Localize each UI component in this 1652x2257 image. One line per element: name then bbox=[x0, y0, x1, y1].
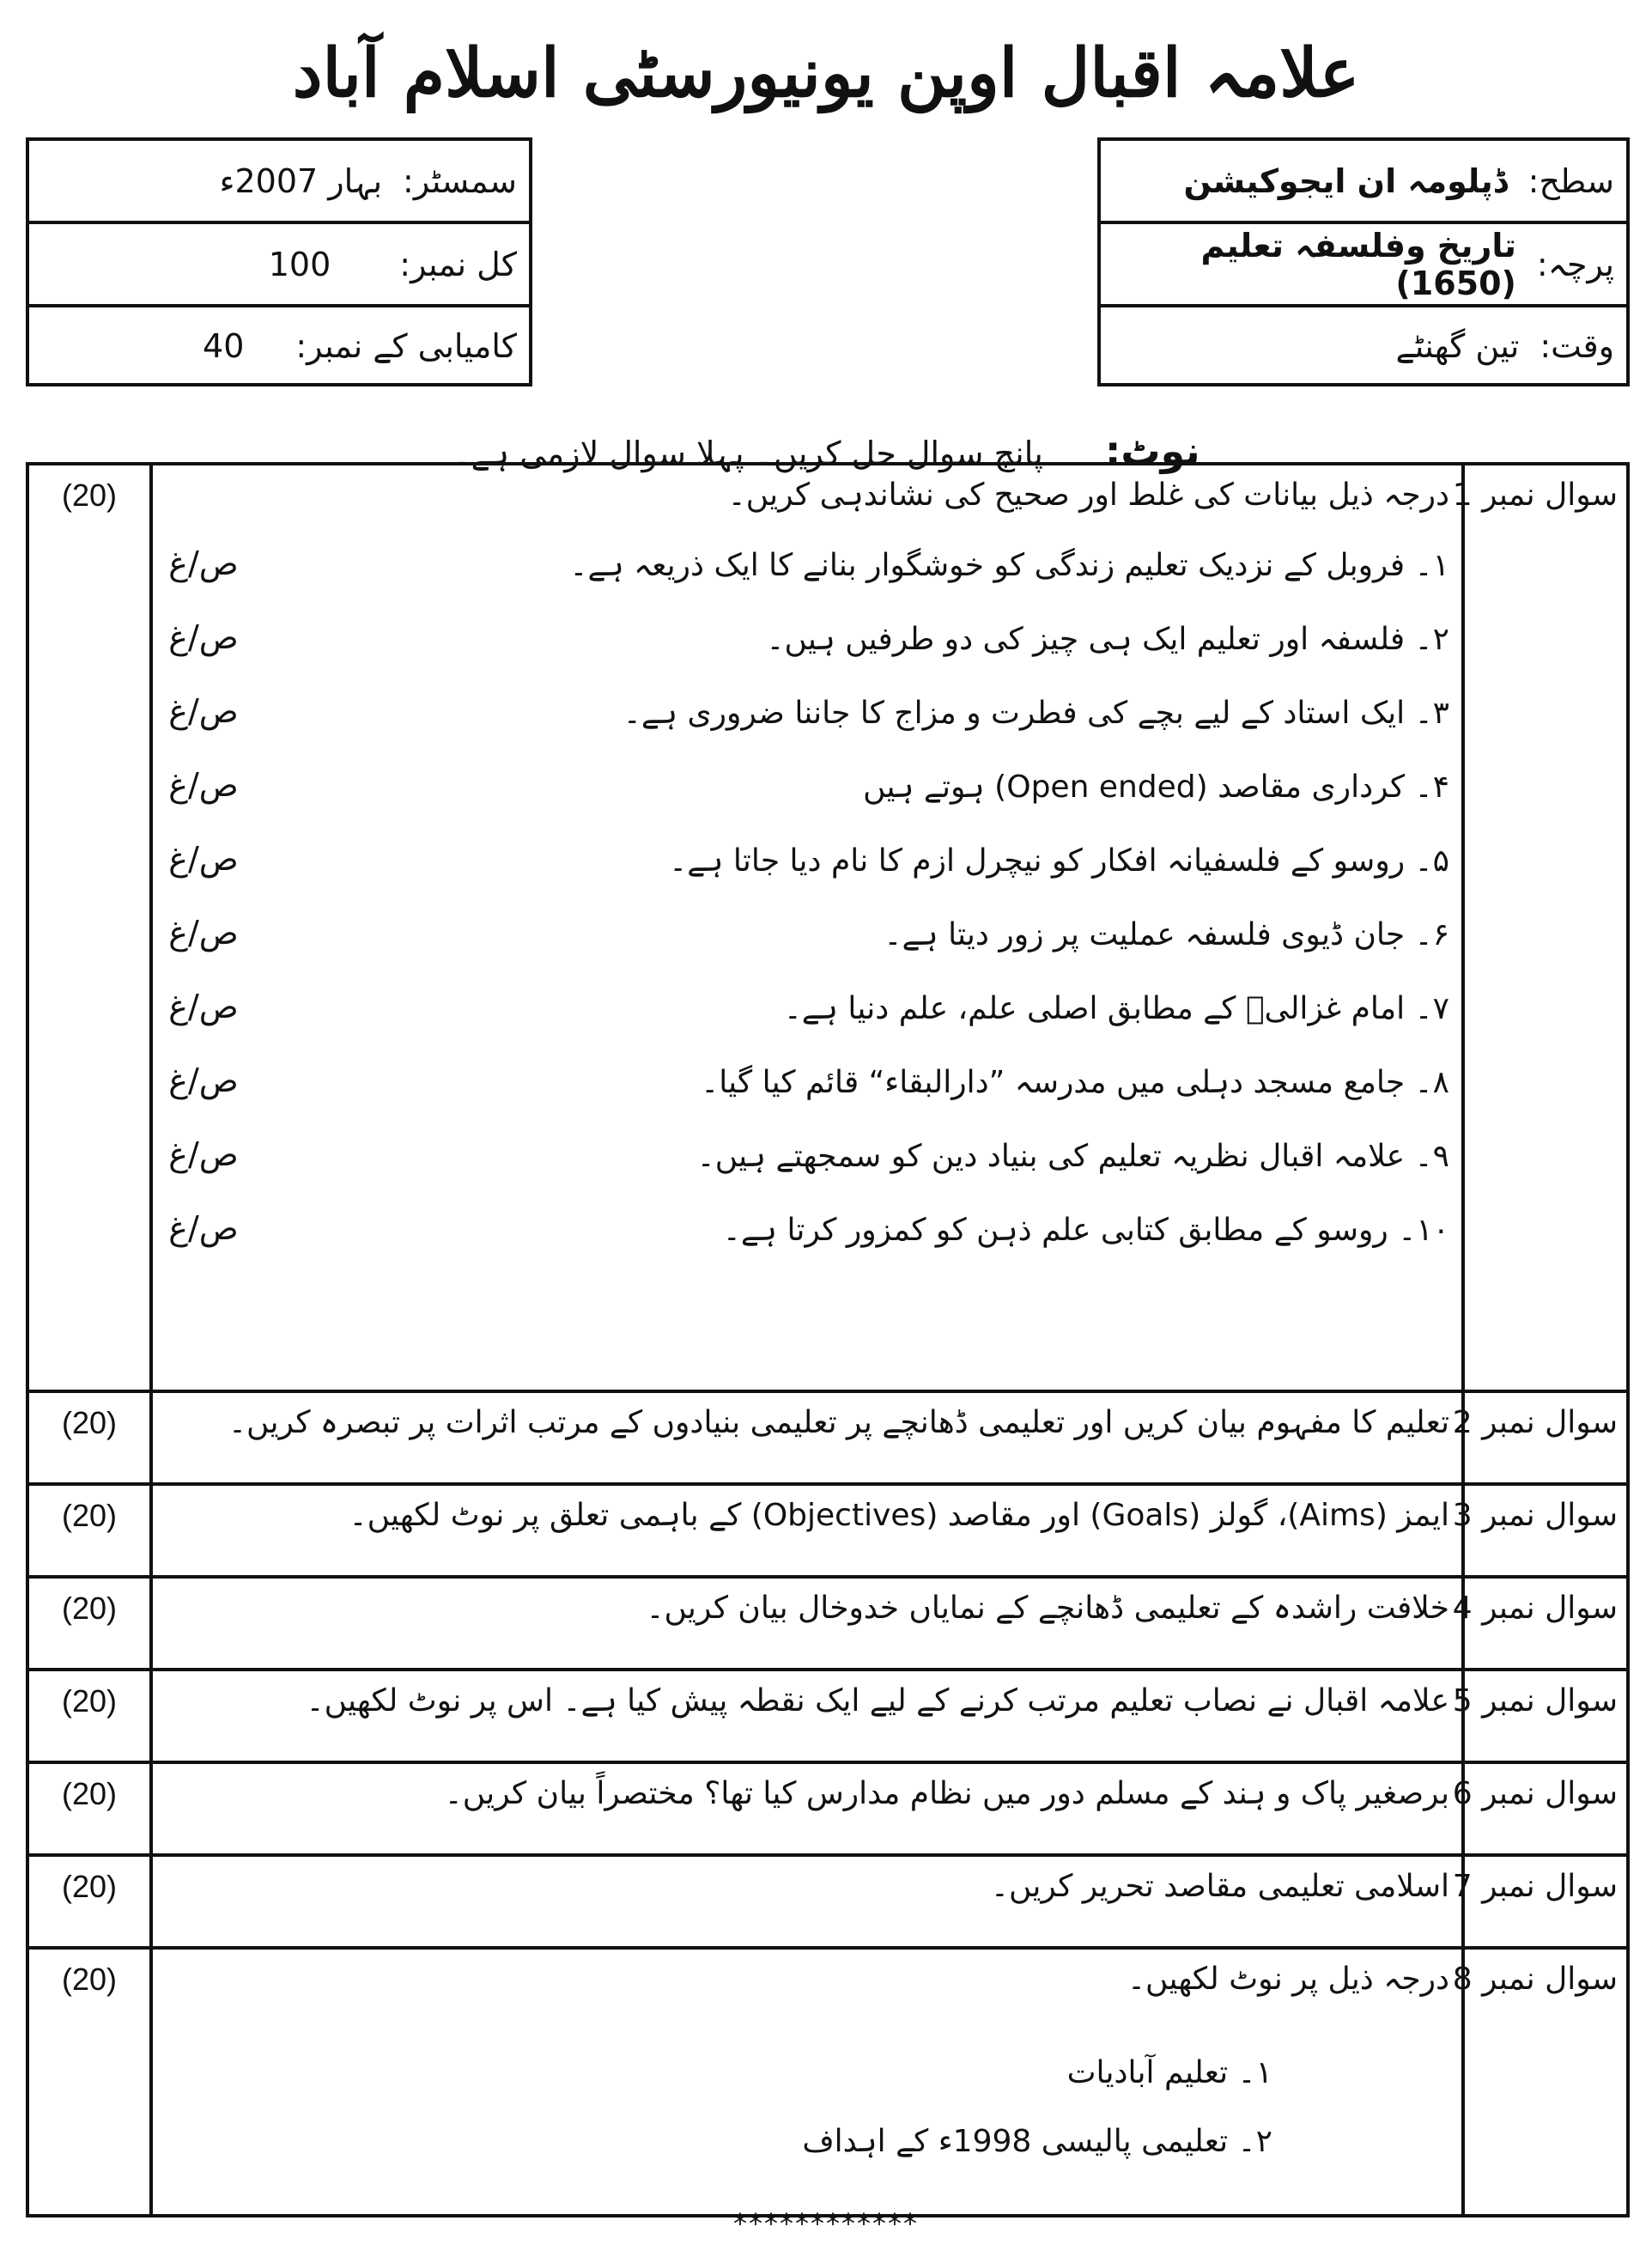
marks-text: (20) bbox=[61, 1683, 118, 1719]
statement-item bbox=[153, 902, 1461, 976]
pass-marks-value: 40 bbox=[203, 327, 245, 365]
question-body bbox=[151, 1391, 1463, 1484]
pass-marks-row bbox=[29, 307, 529, 385]
statement-text: ۸۔ جامع مسجد دہلی میں مدرسہ ”دارالبقاء“ قائم کیا گیا۔ bbox=[701, 1065, 1449, 1100]
note-label: نوٹ: bbox=[1104, 428, 1200, 474]
statement-text: ۱۔ فروبل کے نزدیک تعلیم زندگی کو خوشگوار بنانے کا ایک ذریعہ ہے۔ bbox=[569, 548, 1449, 583]
footer-stars: ************ bbox=[733, 2207, 919, 2240]
paper-row bbox=[1101, 224, 1626, 307]
marks-cell bbox=[27, 464, 151, 1391]
marks-cell bbox=[27, 1391, 151, 1484]
marks-text: (20) bbox=[61, 1962, 118, 1997]
questions-table bbox=[26, 462, 1630, 2217]
exam-info-box bbox=[26, 137, 532, 386]
question-body bbox=[151, 464, 1463, 1391]
statement-item bbox=[153, 532, 1461, 606]
question-row-8 bbox=[27, 1948, 1628, 2216]
question-number: سوال نمبر 1 bbox=[1463, 464, 1628, 1391]
statement-item bbox=[153, 1049, 1461, 1123]
true-false-option: ص/غ bbox=[168, 914, 239, 952]
question-row-5 bbox=[27, 1670, 1628, 1762]
question-text: تعلیم کا مفہوم بیان کریں اور تعلیمی ڈھانچے پر تعلیمی بنیادوں کے مرتب اثرات پر تبصرہ کریں۔ bbox=[228, 1405, 1449, 1440]
time-label: وقت: bbox=[1540, 327, 1614, 365]
level-value: ڈپلومہ ان ایجوکیشن bbox=[1183, 161, 1508, 200]
marks-cell bbox=[27, 1948, 151, 2216]
marks-text: (20) bbox=[61, 478, 118, 513]
question-text: علامہ اقبال نے نصاب تعلیم مرتب کرنے کے لیے ایک نقطہ پیش کیا ہے۔ اس پر نوٹ لکھیں۔ bbox=[306, 1683, 1449, 1719]
question-text: اسلامی تعلیمی مقاصد تحریر کریں۔ bbox=[990, 1869, 1449, 1904]
marks-text: (20) bbox=[61, 1591, 118, 1626]
statement-text: ۴۔ کرداری مقاصد (Open ended) ہوتے ہیں bbox=[863, 770, 1449, 805]
true-false-option: ص/غ bbox=[168, 988, 239, 1025]
course-info-box bbox=[1097, 137, 1630, 386]
total-marks-label: کل نمبر: bbox=[399, 245, 517, 283]
true-false-option: ص/غ bbox=[168, 1209, 239, 1247]
paper-label: پرچہ: bbox=[1536, 245, 1614, 283]
statement-text: ۷۔ امام غزالیؒ کے مطابق اصلی علم، علم دنیا ہے۔ bbox=[783, 991, 1449, 1026]
semester-row bbox=[29, 141, 529, 224]
level-row bbox=[1101, 141, 1626, 224]
question-row-3 bbox=[27, 1484, 1628, 1577]
statement-text: ۵۔ روسو کے فلسفیانہ افکار کو نیچرل ازم کا نام دیا جاتا ہے۔ bbox=[669, 843, 1449, 879]
statement-text: ۱۰۔ روسو کے مطابق کتابی علم ذہن کو کمزور کرتا ہے۔ bbox=[722, 1213, 1449, 1248]
question-body bbox=[151, 1762, 1463, 1855]
question-row-4 bbox=[27, 1577, 1628, 1670]
question-number: سوال نمبر 5 bbox=[1463, 1670, 1628, 1762]
true-false-option: ص/غ bbox=[168, 544, 239, 582]
true-false-option: ص/غ bbox=[168, 692, 239, 730]
statement-item bbox=[153, 976, 1461, 1049]
question-row-7 bbox=[27, 1855, 1628, 1948]
question-row-1 bbox=[27, 464, 1628, 1391]
true-false-option: ص/غ bbox=[168, 1135, 239, 1173]
semester-label: سمسٹر: bbox=[403, 161, 517, 200]
statement-text: ۳۔ ایک استاد کے لیے بچے کی فطرت و مزاج کا جاننا ضروری ہے۔ bbox=[623, 696, 1449, 731]
statement-item bbox=[153, 754, 1461, 828]
statement-item bbox=[153, 1123, 1461, 1197]
statement-item bbox=[153, 828, 1461, 902]
sub-item: ۲۔ تعلیمی پالیسی 1998ء کے اہداف bbox=[802, 2124, 1272, 2159]
true-false-option: ص/غ bbox=[168, 840, 239, 878]
total-marks-row bbox=[29, 224, 529, 307]
question-body bbox=[151, 1855, 1463, 1948]
question-text: درجہ ذیل پر نوٹ لکھیں۔ bbox=[1127, 1962, 1449, 1997]
question-body bbox=[151, 1948, 1463, 2216]
sub-item: ۱۔ تعلیم آبادیات bbox=[1066, 2055, 1272, 2090]
time-row bbox=[1101, 307, 1626, 385]
marks-cell bbox=[27, 1670, 151, 1762]
question-number: سوال نمبر 3 bbox=[1463, 1484, 1628, 1577]
statement-item bbox=[153, 606, 1461, 680]
university-title: علامہ اقبال اوپن یونیورسٹی اسلام آباد bbox=[292, 34, 1360, 113]
question-number: سوال نمبر 4 bbox=[1463, 1577, 1628, 1670]
question-number: سوال نمبر 7 bbox=[1463, 1855, 1628, 1948]
statement-item bbox=[153, 680, 1461, 754]
question-row-6 bbox=[27, 1762, 1628, 1855]
question-row-2 bbox=[27, 1391, 1628, 1484]
question-body bbox=[151, 1484, 1463, 1577]
marks-text: (20) bbox=[61, 1498, 118, 1533]
statement-text: ۶۔ جان ڈیوی فلسفہ عملیت پر زور دیتا ہے۔ bbox=[884, 917, 1449, 952]
question-text: درجہ ذیل بیانات کی غلط اور صحیح کی نشاندہی کریں۔ bbox=[727, 478, 1449, 513]
question-text: ایمز (Aims)، گولز (Goals) اور مقاصد (Objectives) کے باہمی تعلق پر نوٹ لکھیں۔ bbox=[349, 1498, 1449, 1533]
question-number: سوال نمبر 2 bbox=[1463, 1391, 1628, 1484]
marks-text: (20) bbox=[61, 1776, 118, 1811]
statement-text: ۹۔ علامہ اقبال نظریہ تعلیم کی بنیاد دین کو سمجھتے ہیں۔ bbox=[696, 1139, 1449, 1174]
question-number: سوال نمبر 6 bbox=[1463, 1762, 1628, 1855]
semester-value: بہار 2007ء bbox=[219, 161, 383, 200]
marks-text: (20) bbox=[61, 1405, 118, 1440]
statement-text: ۲۔ فلسفہ اور تعلیم ایک ہی چیز کی دو طرفیں ہیں۔ bbox=[766, 622, 1449, 657]
pass-marks-label: کامیابی کے نمبر: bbox=[295, 327, 517, 365]
question-body bbox=[151, 1670, 1463, 1762]
statement-item bbox=[153, 1197, 1461, 1271]
true-false-option: ص/غ bbox=[168, 618, 239, 656]
paper-value: تاریخ وفلسفہ تعلیم (1650) bbox=[1200, 226, 1516, 302]
marks-text: (20) bbox=[61, 1869, 118, 1904]
marks-cell bbox=[27, 1762, 151, 1855]
marks-cell bbox=[27, 1484, 151, 1577]
level-label: سطح: bbox=[1527, 161, 1614, 200]
note-text: پانچ سوال حل کریں۔ پہلا سوال لازمی ہے۔ bbox=[452, 435, 1043, 472]
question-text: برصغیر پاک و ہند کے مسلم دور میں نظام مدارس کیا تھا؟ مختصراً بیان کریں۔ bbox=[444, 1776, 1449, 1811]
time-value: تین گھنٹے bbox=[1395, 327, 1520, 365]
total-marks-value: 100 bbox=[268, 245, 331, 283]
true-false-option: ص/غ bbox=[168, 766, 239, 804]
question-text: خلافت راشدہ کے تعلیمی ڈھانچے کے نمایاں خدوخال بیان کریں۔ bbox=[646, 1591, 1449, 1626]
marks-cell bbox=[27, 1577, 151, 1670]
question-body bbox=[151, 1577, 1463, 1670]
marks-cell bbox=[27, 1855, 151, 1948]
true-false-option: ص/غ bbox=[168, 1062, 239, 1099]
question-number: سوال نمبر 8 bbox=[1463, 1948, 1628, 2216]
